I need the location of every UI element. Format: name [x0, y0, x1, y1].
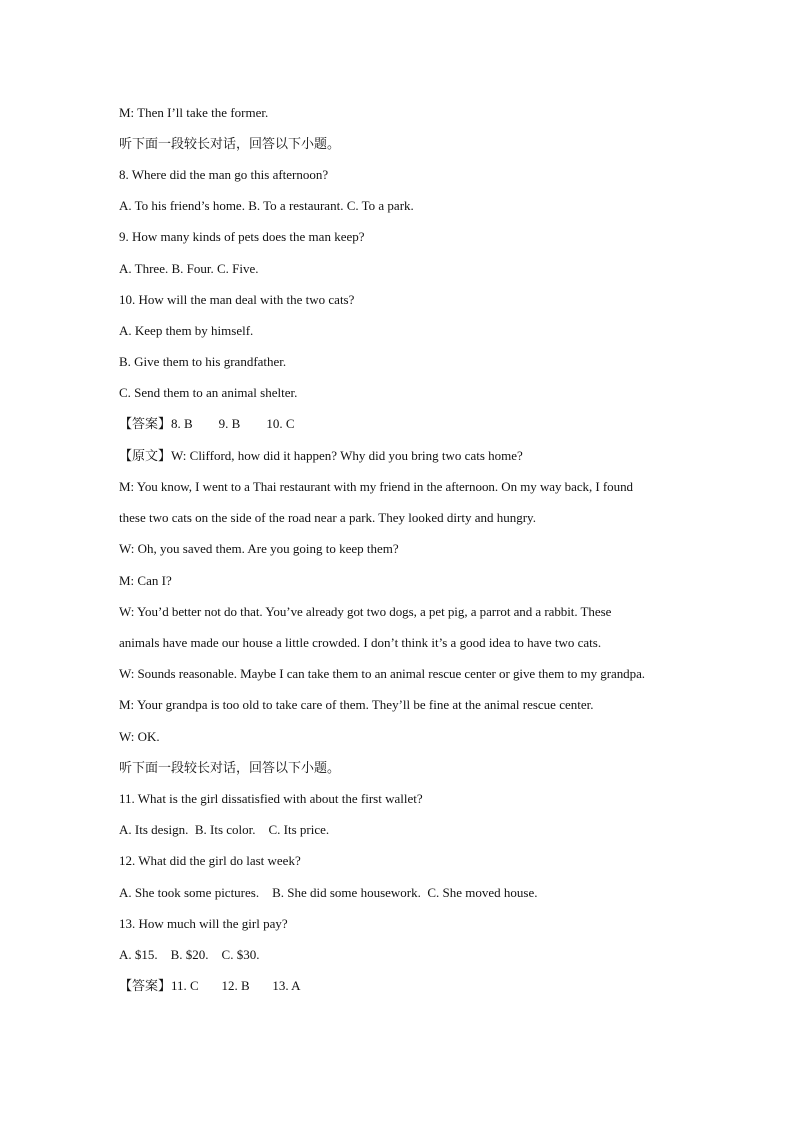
question-8-options: A. To his friend’s home. B. To a restaurant. C. To a park.: [119, 198, 414, 213]
question-9: 9. How many kinds of pets does the man keep?: [119, 229, 365, 244]
transcript-line: W: OK.: [119, 729, 160, 744]
question-10-option-b: B. Give them to his grandfather.: [119, 354, 287, 369]
question-10-option-a: A. Keep them by himself.: [119, 323, 254, 338]
answer-key: 【答案】8. B 9. B 10. C: [119, 416, 295, 431]
question-12: 12. What did the girl do last week?: [119, 853, 301, 868]
dialogue-line: M: Then I’ll take the former.: [119, 105, 269, 120]
question-8: 8. Where did the man go this afternoon?: [119, 167, 329, 182]
transcript-line: W: Oh, you saved them. Are you going to keep them?: [119, 541, 399, 556]
transcript-line: animals have made our house a little crowded. I don’t think it’s a good idea to have two cats.: [119, 635, 602, 650]
question-13: 13. How much will the girl pay?: [119, 916, 288, 931]
question-11: 11. What is the girl dissatisfied with about the first wallet?: [119, 791, 423, 806]
question-13-options: A. $15. B. $20. C. $30.: [119, 947, 260, 962]
question-10: 10. How will the man deal with the two cats?: [119, 292, 355, 307]
transcript-line: M: You know, I went to a Thai restaurant with my friend in the afternoon. On my way back, I found: [119, 479, 633, 494]
section-instruction: 听下面一段较长对话，回答以下小题。: [119, 760, 341, 775]
answer-key: 【答案】11. C 12. B 13. A: [119, 978, 301, 993]
question-9-options: A. Three. B. Four. C. Five.: [119, 261, 259, 276]
transcript-line: M: Your grandpa is too old to take care of them. They’ll be fine at the animal rescue center.: [119, 697, 594, 712]
question-11-options: A. Its design. B. Its color. C. Its price.: [119, 822, 330, 837]
transcript-line: M: Can I?: [119, 573, 172, 588]
question-12-options: A. She took some pictures. B. She did some housework. C. She moved house.: [119, 885, 538, 900]
transcript-line: W: Sounds reasonable. Maybe I can take them to an animal rescue center or give them to my grandpa.: [119, 666, 645, 681]
question-10-option-c: C. Send them to an animal shelter.: [119, 385, 298, 400]
transcript-line: these two cats on the side of the road near a park. They looked dirty and hungry.: [119, 510, 536, 525]
section-instruction: 听下面一段较长对话，回答以下小题。: [119, 136, 341, 151]
transcript-line: W: You’d better not do that. You’ve already got two dogs, a pet pig, a parrot and a rabbit. These: [119, 604, 612, 619]
transcript-line: 【原文】W: Clifford, how did it happen? Why did you bring two cats home?: [119, 448, 523, 463]
